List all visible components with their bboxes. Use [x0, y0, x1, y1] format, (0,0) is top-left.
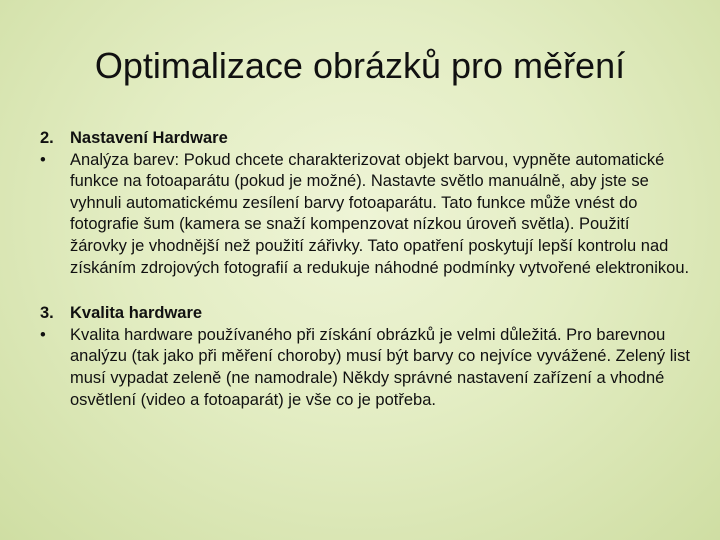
slide-title: Optimalizace obrázků pro měření	[94, 45, 626, 86]
bullet-icon: •	[40, 325, 46, 344]
section-heading-text: Nastavení Hardware	[70, 129, 228, 147]
section-number: 2.	[40, 129, 54, 147]
section-heading	[40, 303, 690, 325]
section-hardware-quality	[40, 303, 690, 411]
bullet-item	[40, 325, 690, 411]
bullet-item	[40, 150, 690, 280]
section-number: 3.	[40, 304, 54, 323]
section-heading	[40, 128, 690, 150]
section-hardware-settings	[40, 128, 690, 279]
slide-content	[40, 128, 690, 435]
bullet-text: Kvalita hardware používaného při získání obrázků je velmi důležitá. Pro barevnou analýzu (tak jako při měření choroby) musí být barvy co nejvíce vyvážené. Zelený list musí vypadat zeleně (ne namodrale) Někdy správné nastavení zařízení a vhodné osvětlení (video a fotoaparát) je vše co je potřeba.	[70, 325, 690, 409]
section-heading-text: Kvalita hardware	[70, 304, 203, 323]
bullet-icon: •	[40, 150, 46, 169]
bullet-text: Analýza barev: Pokud chcete charakterizovat objekt barvou, vypněte automatické funkce na fotoaparátu (pokud je možné). Nastavte světlo manuálně, aby jste se vyhnuli automatickému zesílení barvy fotoaparátu. Tato funkce může vnést do fotografie šum (kamera se snaží kompenzovat nízkou úroveň světla). Použití žárovky je vhodnější než použití zářivky. Tato opatření poskytují lepší kontrolu nad získáním zdrojových fotografií a redukuje náhodné podmínky vytvořené elektronikou.	[70, 150, 690, 277]
